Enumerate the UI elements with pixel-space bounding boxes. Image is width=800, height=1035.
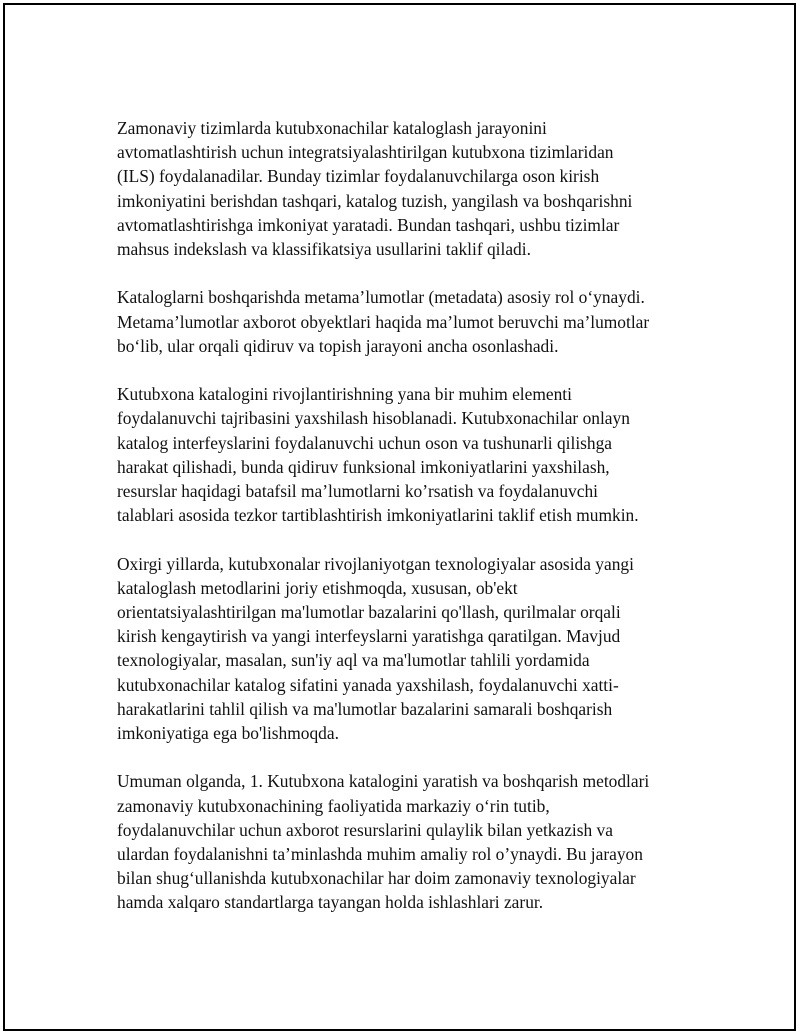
document-body: [117, 116, 707, 915]
paragraph-conclusion: Umuman olganda, 1. Kutubxona katalogini yaratish va boshqarish metodlari zamonaviy kutubxonachining faoliyatida markaziy o‘rin tutib, foydalanuvchilar uchun axborot resurslarini qulaylik bilan yetkazish va ulardan foydalanishni ta’minlashda muhim amaliy rol o’ynaydi. Bu jarayon bilan shug‘ullanishda kutubxonachilar har doim zamonaviy texnologiyalar hamda xalqaro standartlarga tayangan holda ishlashlari zarur.: [117, 771, 650, 913]
paragraph-metadata: Kataloglarni boshqarishda metama’lumotlar (metadata) asosiy rol o‘ynaydi. Metama’lumotlar axborot obyektlari haqida ma’lumot beruvchi ma’lumotlar bo‘lib, ular orqali qidiruv va topish jarayoni ancha osonlashadi.: [117, 287, 650, 356]
paragraph-user-experience: Kutubxona katalogini rivojlantirishning yana bir muhim elementi foydalanuvchi tajribasini yaxshilash hisoblanadi. Kutubxonachilar onlayn katalog interfeyslarini foydalanuvchi uchun oson va tushunarli qilishga harakat qilishadi, bunda qidiruv funksional imkoniyatlarini yaxshilash, resurslar haqidagi batafsil ma’lumotlarni ko’rsatish va foydalanuvchi talablari asosida tezkor tartiblashtirish imkoniyatlarini taklif etish mumkin.: [117, 384, 639, 526]
paragraph-new-technologies: Oxirgi yillarda, kutubxonalar rivojlaniyotgan texnologiyalar asosida yangi kataloglash metodlarini joriy etishmoqda, xususan, ob'ekt orientatsiyalashtirilgan ma'lumotlar bazalarini qo'llash, qurilmalar orqali kirish kengaytirish va yangi interfeyslarni yaratishga qaratilgan. Mavjud texnologiyalar, masalan, sun'iy aql va ma'lumotlar tahlili yordamida kutubxonachilar katalog sifatini yanada yaxshilash, foydalanuvchi xatti- harakatlarini tahlil qilish va ma'lumotlar bazalarini samarali boshqarish imkoniyatiga ega bo'lishmoqda.: [117, 553, 634, 744]
paragraph-ils-systems: Zamonaviy tizimlarda kutubxonachilar kataloglash jarayonini avtomatlashtirish uchun integratsiyalashtirilgan kutubxona tizimlaridan (ILS) foydalanadilar. Bunday tizimlar foydalanuvchilarga oson kirish imkoniyatini berishdan tashqari, katalog tuzish, yangilash va boshqarishni avtomatlashtirishga imkoniyat yaratadi. Bundan tashqari, ushbu tizimlar mahsus indekslash va klassifikatsiya usullarini taklif qiladi.: [117, 118, 633, 260]
